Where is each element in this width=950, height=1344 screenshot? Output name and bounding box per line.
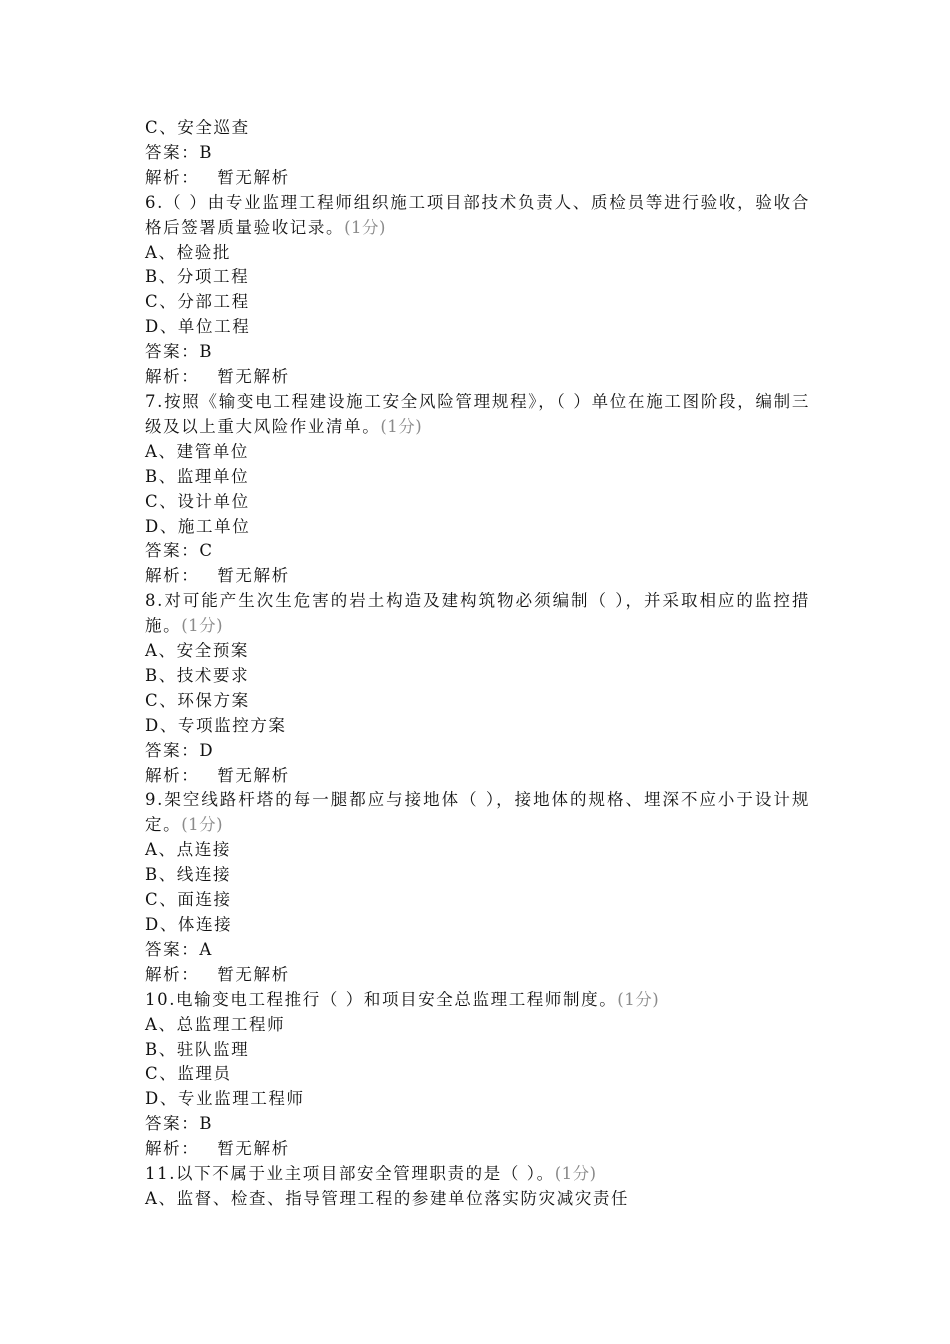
analysis-line [145,365,810,390]
answer-value: B [199,342,214,362]
analysis-value: 暂无解析 [217,765,290,785]
option-c: C、环保方案 [145,690,250,710]
analysis-label: 解析： [145,167,200,187]
question-score: (1分) [181,616,224,636]
analysis-label: 解析： [145,765,200,785]
analysis-value: 暂无解析 [217,964,290,984]
answer-value: C [199,541,214,561]
analysis-label: 解析： [145,566,200,586]
answer-line [145,938,810,963]
option-a: A、监督、检查、指导管理工程的参建单位落实防灾减灾责任 [145,1188,630,1208]
option-a: A、建管单位 [145,441,250,461]
answer-value: A [199,939,213,959]
option-a: A、安全预案 [145,641,250,661]
question-text: 对可能产生次生危害的岩土构造及建构筑物必须编制（ ），并采取相应的监控措施。 [145,591,810,636]
option-b: B、分项工程 [145,267,250,287]
question-score: (1分) [181,815,224,835]
analysis-line [145,1137,810,1162]
option-a: A、点连接 [145,840,231,860]
answer-label: 答案： [145,342,200,362]
option-d: D、体连接 [145,915,233,934]
question-score: (1分) [344,217,386,237]
analysis-value: 暂无解析 [217,167,290,187]
question-number: 7. [145,391,164,411]
question-number: 9. [145,790,164,810]
option-d: D、专业监理工程师 [145,1089,305,1109]
option-a: A、总监理工程师 [145,1014,286,1034]
answer-label: 答案： [145,1114,200,1134]
option-b: B、线连接 [145,865,232,885]
option-c: C、面连接 [145,890,232,910]
option-d: D、专项监控方案 [145,715,287,735]
analysis-line [145,564,810,589]
question-7 [145,390,810,440]
analysis-line [145,963,810,988]
question-text: 电输变电工程推行（ ）和项目安全总监理工程师制度。 [176,989,618,1009]
question-text: 以下不属于业主项目部安全管理职责的是（ ）。 [176,1164,555,1184]
question-number: 6. [145,192,164,212]
option-a: A、检验批 [145,242,231,262]
option-c: C、监理员 [145,1064,232,1084]
answer-line [145,739,810,764]
answer-label: 答案： [145,740,200,760]
answer-line [145,539,810,564]
question-11 [145,1162,810,1187]
question-number: 11. [145,1164,177,1184]
answer-line [145,141,810,166]
answer-label: 答案： [145,142,200,162]
analysis-value: 暂无解析 [217,566,290,586]
question-8 [145,589,810,639]
question-list [145,116,810,1212]
question-text: 架空线路杆塔的每一腿都应与接地体（ ），接地体的规格、埋深不应小于设计规定。 [145,790,810,835]
answer-value: B [199,1114,214,1134]
analysis-line [145,166,810,191]
option-b: B、技术要求 [145,665,250,685]
question-text: （ ）由专业监理工程师组织施工项目部技术负责人、质检员等进行验收，验收合格后签署质量验收记录。 [145,192,810,237]
analysis-value: 暂无解析 [217,367,290,387]
question-9 [145,788,810,838]
question-6 [145,191,810,241]
question-score: (1分) [554,1164,597,1184]
option-d: D、单位工程 [145,317,251,337]
question-number: 8. [145,591,164,611]
question-score: (1分) [617,989,660,1009]
answer-line [145,340,810,365]
analysis-value: 暂无解析 [217,1139,290,1159]
analysis-label: 解析： [145,367,200,387]
question-score: (1分) [380,416,423,436]
option-b: B、监理单位 [145,466,250,486]
option-d: D、施工单位 [145,516,251,536]
answer-value: B [199,142,214,162]
question-number: 10. [145,989,177,1009]
option-c: C、设计单位 [145,491,250,511]
analysis-label: 解析： [145,1139,200,1159]
option-b: B、驻队监理 [145,1039,250,1059]
question-text: 按照《输变电工程建设施工安全风险管理规程》，（ ）单位在施工图阶段，编制三级及以上重大风险作业清单。 [145,391,810,436]
question-10 [145,988,810,1013]
option-c: C、分部工程 [145,292,250,312]
analysis-label: 解析： [145,964,200,984]
answer-label: 答案： [145,541,200,561]
answer-label: 答案： [145,939,200,959]
answer-value: D [199,740,215,760]
analysis-line [145,764,810,789]
answer-line [145,1112,810,1137]
option-c: C、安全巡查 [145,118,250,137]
